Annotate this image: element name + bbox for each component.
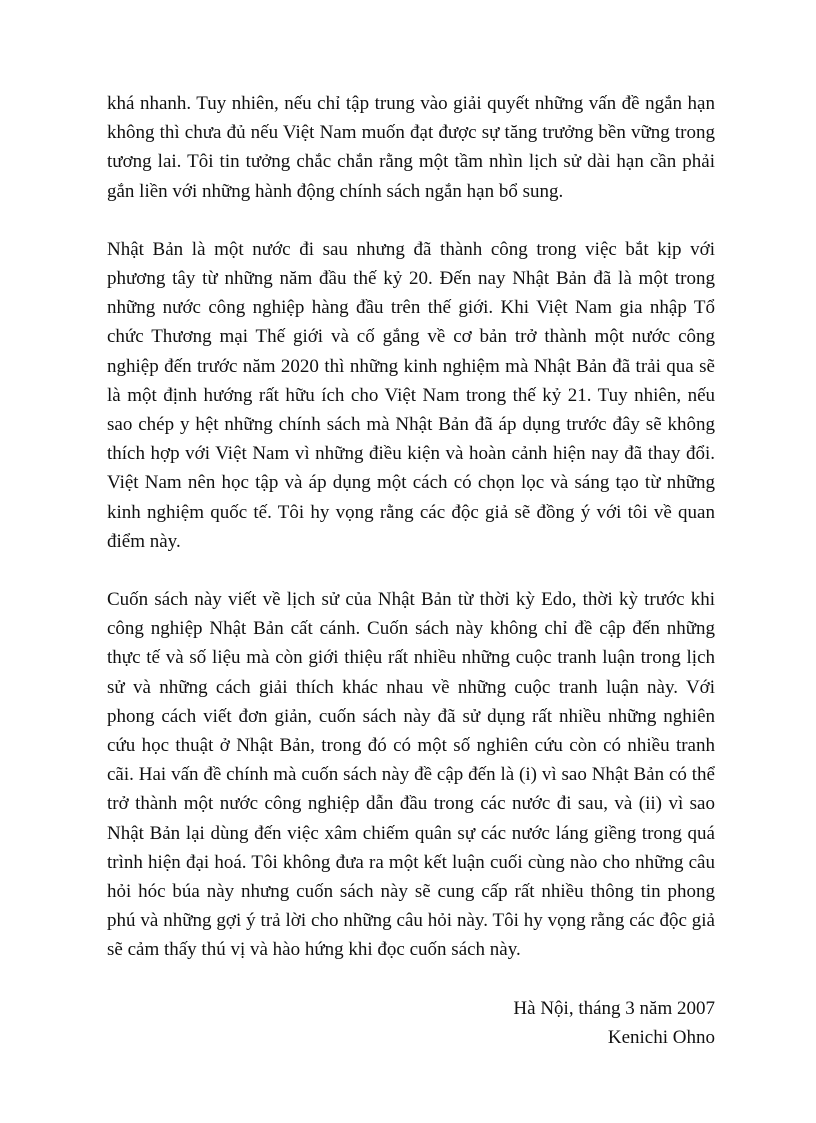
document-page	[107, 89, 715, 1053]
paragraph-3: Cuốn sách này viết về lịch sử của Nhật Bản từ thời kỳ Edo, thời kỳ trước khi công nghiệp Nhật Bản cất cánh. Cuốn sách này không chỉ đề cập đến những thực tế và số liệu mà còn giới thiệu rất nhiều những cuộc tranh luận trong lịch sử và những cách giải thích khác nhau về những cuộc tranh luận này. Với phong cách viết đơn giản, cuốn sách này đã sử dụng rất nhiều những nghiên cứu học thuật ở Nhật Bản, trong đó có một số nghiên cứu còn có nhiều tranh cãi. Hai vấn đề chính mà cuốn sách này đề cập đến là (i) vì sao Nhật Bản có thể trở thành một nước công nghiệp dẫn đầu trong các nước đi sau, và (ii) vì sao Nhật Bản lại dùng đến việc xâm chiếm quân sự các nước láng giềng trong quá trình hiện đại hoá. Tôi không đưa ra một kết luận cuối cùng nào cho những câu hỏi hóc búa này nhưng cuốn sách này sẽ cung cấp rất nhiều thông tin phong phú và những gợi ý trả lời cho những câu hỏi này. Tôi hy vọng rằng các độc giả sẽ cảm thấy thú vị và hào hứng khi đọc cuốn sách này.	[107, 589, 715, 961]
paragraph-2: Nhật Bản là một nước đi sau nhưng đã thành công trong việc bắt kịp với phương tây từ những năm đầu thế kỷ 20. Đến nay Nhật Bản đã là một trong những nước công nghiệp hàng đầu trên thế giới. Khi Việt Nam gia nhập Tổ chức Thương mại Thế giới và cố gắng về cơ bản trở thành một nước công nghiệp đến trước năm 2020 thì những kinh nghiệm mà Nhật Bản đã trải qua sẽ là một định hướng rất hữu ích cho Việt Nam trong thế kỷ 21. Tuy nhiên, nếu sao chép y hệt những chính sách mà Nhật Bản đã áp dụng trước đây sẽ không thích hợp với Việt Nam vì những điều kiện và hoàn cảnh hiện nay đã thay đổi. Việt Nam nên học tập và áp dụng một cách có chọn lọc và sáng tạo từ những kinh nghiệm quốc tế. Tôi hy vọng rằng các độc giả sẽ đồng ý với tôi về quan điểm này.	[107, 238, 715, 552]
signature-block	[107, 994, 715, 1053]
paragraph-1: khá nhanh. Tuy nhiên, nếu chỉ tập trung vào giải quyết những vấn đề ngắn hạn không thì chưa đủ nếu Việt Nam muốn đạt được sự tăng trưởng bền vững trong tương lai. Tôi tin tưởng chắc chắn rằng một tầm nhìn lịch sử dài hạn cần phải gắn liền với những hành động chính sách ngắn hạn bổ sung.	[107, 93, 715, 202]
signature-place-date: Hà Nội, tháng 3 năm 2007	[513, 997, 715, 1019]
signature-author: Kenichi Ohno	[607, 1027, 715, 1049]
